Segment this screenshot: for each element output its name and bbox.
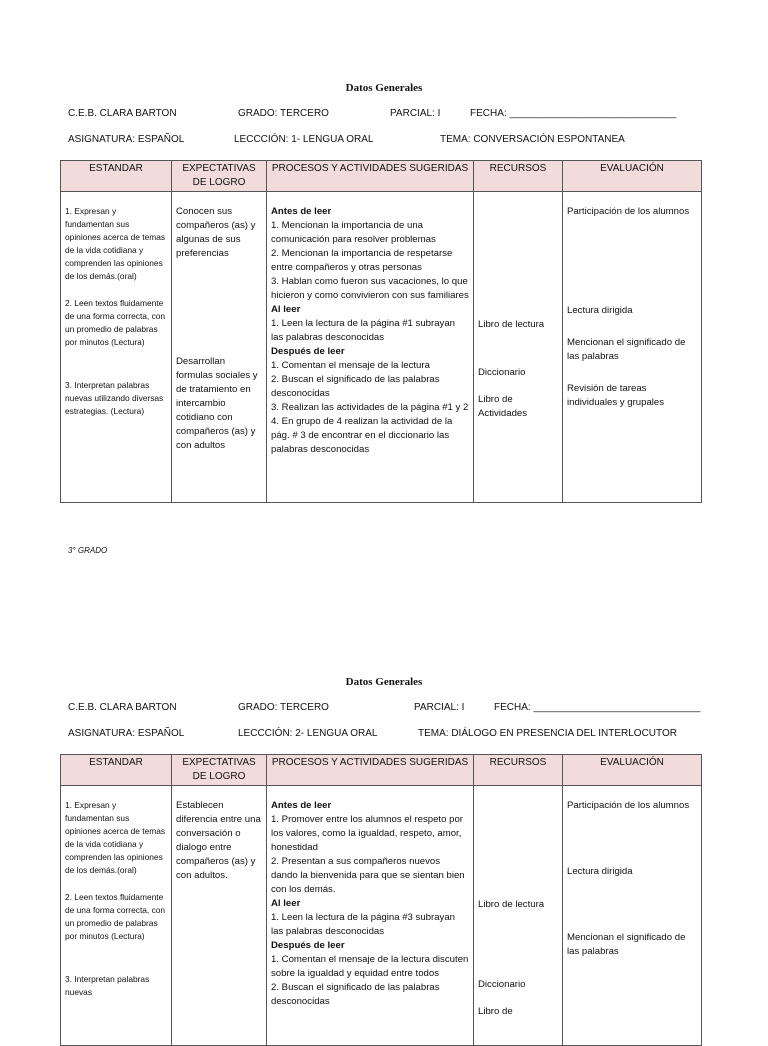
resources-cell (474, 786, 563, 1046)
evaluation-item: Mencionan el significado de las palabras (567, 932, 686, 957)
expectations-cell (172, 786, 267, 1046)
grade-footnote: 3° GRADO (68, 546, 108, 555)
expectation-item: Establecen diferencia entre una conversación o dialogo entre compañeros (as) y con adultos. (176, 800, 261, 881)
standard-item: 2. Leen textos fluidamente de una forma correcta, con un promedio de palabras por minutos (Lectura) (65, 298, 166, 347)
header-standard: ESTANDAR (61, 161, 172, 192)
standard-item: 1. Expresan y fundamentan sus opiniones acerca de temas de la vida cotidiana y comprenden las opiniones de los demás.(oral) (65, 206, 166, 281)
standards-cell (61, 786, 172, 1046)
process-item: 1. Mencionan la importancia de una comunicación para resolver problemas (271, 220, 436, 245)
partial-label: PARCIAL: I (390, 108, 441, 119)
resource-item: Libro de lectura (478, 899, 545, 910)
processes-cell (267, 786, 474, 1046)
resource-item: Libro de Actividades (478, 394, 528, 419)
process-item: 1. Leen la lectura de la página #3 subrayan las palabras desconocidas (271, 912, 456, 937)
evaluation-item: Participación de los alumnos (567, 206, 690, 217)
header-processes: PROCESOS Y ACTIVIDADES SUGERIDAS (267, 161, 474, 192)
topic-label: TEMA: DIÁLOGO EN PRESENCIA DEL INTERLOCUTOR (418, 728, 677, 739)
process-item: 2. Buscan el significado de las palabras desconocidas (271, 374, 440, 399)
evaluation-item: Mencionan el significado de las palabras (567, 337, 686, 362)
standard-item: 3. Interpretan palabras nuevas utilizando diversas estrategias. (Lectura) (65, 380, 164, 416)
process-heading: Después de leer (271, 346, 345, 357)
header-processes: PROCESOS Y ACTIVIDADES SUGERIDAS (267, 755, 474, 786)
expectation-item: Desarrollan formulas sociales y de tratamiento en intercambio cotidiano con compañeros (as) y con adultos (176, 356, 258, 451)
process-item: 3. Hablan como fueron sus vacaciones, lo que hicieron y como convivieron con sus familiares (271, 276, 469, 301)
standard-item: 2. Leen textos fluidamente de una forma correcta, con un promedio de palabras por minutos (Lectura) (65, 892, 166, 941)
header-resources: RECURSOS (474, 755, 563, 786)
process-item: 1. Promover entre los alumnos el respeto por los valores, como la igualdad, respeto, amor, honestidad (271, 814, 463, 853)
plan-table (60, 754, 702, 1046)
process-item: 1. Leen la lectura de la página #1 subrayan las palabras desconocidas (271, 318, 456, 343)
resource-item: Libro de (478, 1006, 513, 1017)
process-heading: Al leer (271, 898, 301, 909)
date-field: FECHA: ______________________________ (470, 108, 677, 119)
evaluation-cell (563, 786, 702, 1046)
grade-label: GRADO: TERCERO (238, 702, 329, 713)
process-heading: Después de leer (271, 940, 345, 951)
header-standard: ESTANDAR (61, 755, 172, 786)
expectation-item: Conocen sus compañeros (as) y algunas de sus preferencias (176, 206, 256, 259)
header-expectations: EXPECTATIVAS DE LOGRO (172, 755, 267, 786)
process-item: 2. Presentan a sus compañeros nuevos dando la bienvenida para que se sientan bien con los demás. (271, 856, 465, 895)
process-item: 3. Realizan las actividades de la página #1 y 2 (271, 402, 469, 413)
evaluation-item: Participación de los alumnos (567, 800, 690, 811)
process-heading: Antes de leer (271, 800, 332, 811)
evaluation-item: Revisión de tareas individuales y grupales (567, 383, 665, 408)
school-name: C.E.B. CLARA BARTON (68, 702, 177, 713)
topic-label: TEMA: CONVERSACIÓN ESPONTANEA (440, 134, 625, 145)
subject-label: ASIGNATURA: ESPAÑOL (68, 728, 185, 739)
process-heading: Al leer (271, 304, 301, 315)
subject-label: ASIGNATURA: ESPAÑOL (68, 134, 185, 145)
process-item: 1. Comentan el mensaje de la lectura discuten sobre la igualdad y equidad entre todos (271, 954, 469, 979)
header-evaluation: EVALUACIÓN (563, 755, 702, 786)
standard-item: 1. Expresan y fundamentan sus opiniones acerca de temas de la vida cotidiana y comprenden las opiniones de los demás.(oral) (65, 800, 166, 875)
evaluation-item: Lectura dirigida (567, 866, 633, 877)
partial-label: PARCIAL: I (414, 702, 465, 713)
section-title: Datos Generales (345, 676, 423, 688)
resource-item: Libro de lectura (478, 319, 545, 330)
process-item: 2. Buscan el significado de las palabras desconocidas (271, 982, 440, 1007)
date-field: FECHA: ______________________________ (494, 702, 701, 713)
resource-item: Diccionario (478, 979, 526, 990)
evaluation-item: Lectura dirigida (567, 305, 633, 316)
grade-label: GRADO: TERCERO (238, 108, 329, 119)
process-item: 4. En grupo de 4 realizan la actividad de la pág. # 3 de encontrar en el diccionario las palabras desconocidas (271, 416, 453, 455)
standard-item: 3. Interpretan palabras nuevas (65, 974, 150, 997)
process-item: 2. Mencionan la importancia de respetarse entre compañeros y otras personas (271, 248, 453, 273)
school-name: C.E.B. CLARA BARTON (68, 108, 177, 119)
section-title: Datos Generales (345, 82, 423, 94)
process-heading: Antes de leer (271, 206, 332, 217)
lesson-label: LECCCIÓN: 2- LENGUA ORAL (238, 728, 378, 739)
process-item: 1. Comentan el mensaje de la lectura (271, 360, 430, 371)
header-resources: RECURSOS (474, 161, 563, 192)
header-evaluation: EVALUACIÓN (563, 161, 702, 192)
lesson-label: LECCCIÓN: 1- LENGUA ORAL (234, 134, 374, 145)
header-expectations: EXPECTATIVAS DE LOGRO (172, 161, 267, 192)
resource-item: Diccionario (478, 367, 526, 378)
